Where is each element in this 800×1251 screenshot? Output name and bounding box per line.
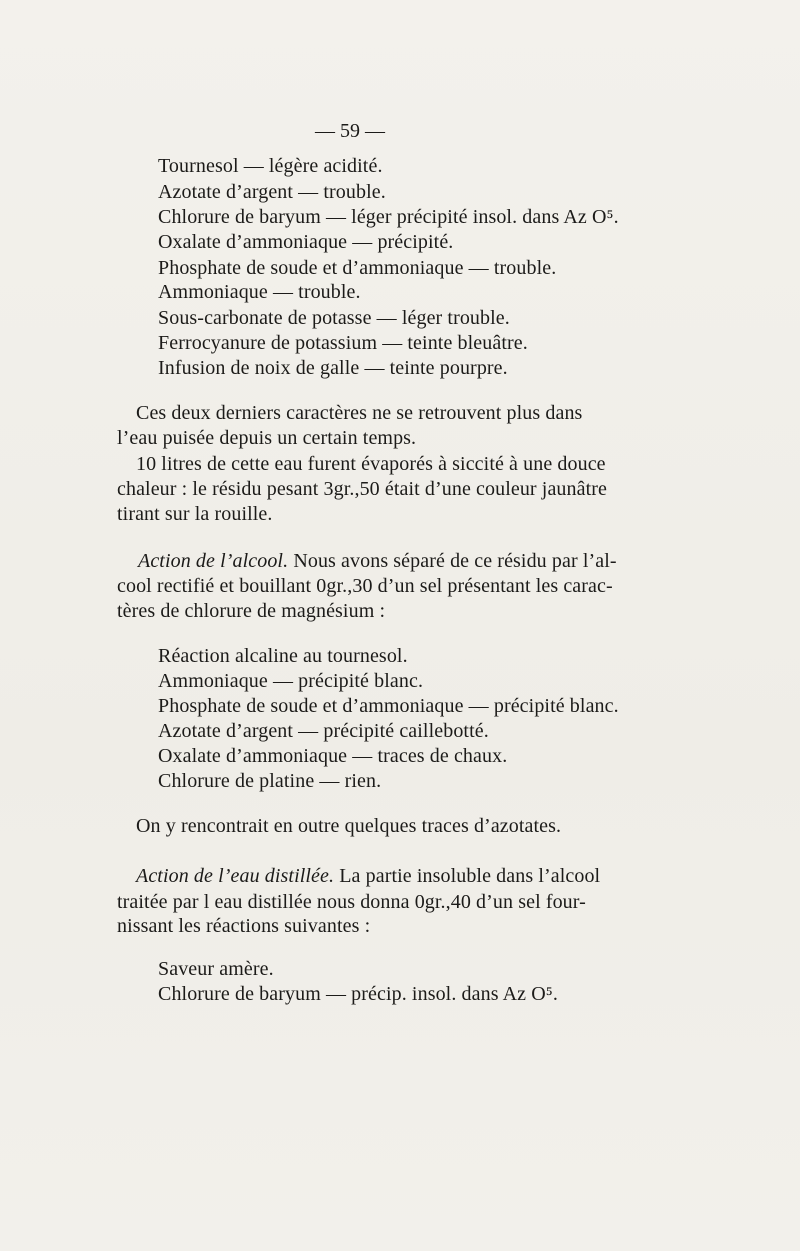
- section-lead: Action de l’alcool.: [138, 550, 289, 572]
- list-item: Oxalate d’ammoniaque — précipité.: [158, 231, 454, 253]
- paragraph-line: On y rencontrait en outre quelques traces d’azotates.: [136, 815, 562, 837]
- paragraph-line: chaleur : le résidu pesant 3gr.,50 était d’une couleur jaunâtre: [117, 478, 608, 500]
- list-item: Oxalate d’ammoniaque — traces de chaux.: [158, 745, 508, 767]
- list-item: Chlorure de baryum — précip. insol. dans Az O⁵.: [158, 983, 558, 1005]
- list-item: Chlorure de platine — rien.: [158, 770, 382, 792]
- paragraph-line: tirant sur la rouille.: [117, 503, 273, 525]
- list-item: Ammoniaque — trouble.: [158, 281, 361, 303]
- list-item: Phosphate de soude et d’ammoniaque — précipité blanc.: [158, 695, 619, 717]
- paragraph-line: l’eau puisée depuis un certain temps.: [117, 427, 417, 449]
- list-item: Ferrocyanure de potassium — teinte bleuâtre.: [158, 332, 528, 354]
- paragraph-line-first: [136, 864, 600, 888]
- paragraph-line: traitée par l eau distillée nous donna 0gr.,40 d’un sel four-: [117, 891, 586, 913]
- list-item: Azotate d’argent — trouble.: [158, 181, 386, 203]
- list-item: Réaction alcaline au tournesol.: [158, 645, 408, 667]
- paragraph-text: Nous avons séparé de ce résidu par l’al-: [293, 550, 617, 572]
- paragraph-line: tères de chlorure de magnésium :: [117, 600, 386, 622]
- paragraph-text: La partie insoluble dans l’alcool: [339, 865, 601, 887]
- paragraph-line-first: [138, 549, 617, 573]
- list-item: Tournesol — légère acidité.: [158, 155, 383, 177]
- list-item: Saveur amère.: [158, 958, 274, 980]
- list-item: Chlorure de baryum — léger précipité insol. dans Az O⁵.: [158, 206, 619, 228]
- list-item: Ammoniaque — précipité blanc.: [158, 670, 424, 692]
- list-item: Phosphate de soude et d’ammoniaque — trouble.: [158, 257, 557, 279]
- list-item: Sous-carbonate de potasse — léger trouble.: [158, 307, 510, 329]
- list-item: Infusion de noix de galle — teinte pourpre.: [158, 357, 508, 379]
- page-number: — 59 —: [315, 120, 385, 142]
- paragraph-line: 10 litres de cette eau furent évaporés à siccité à une douce: [136, 453, 606, 475]
- paragraph-line: cool rectifié et bouillant 0gr.,30 d’un sel présentant les carac-: [117, 575, 613, 597]
- paragraph-line: Ces deux derniers caractères ne se retrouvent plus dans: [136, 402, 583, 424]
- section-lead: Action de l’eau distillée.: [136, 865, 335, 887]
- list-item: Azotate d’argent — précipité caillebotté.: [158, 720, 489, 742]
- paragraph-line: nissant les réactions suivantes :: [117, 915, 371, 937]
